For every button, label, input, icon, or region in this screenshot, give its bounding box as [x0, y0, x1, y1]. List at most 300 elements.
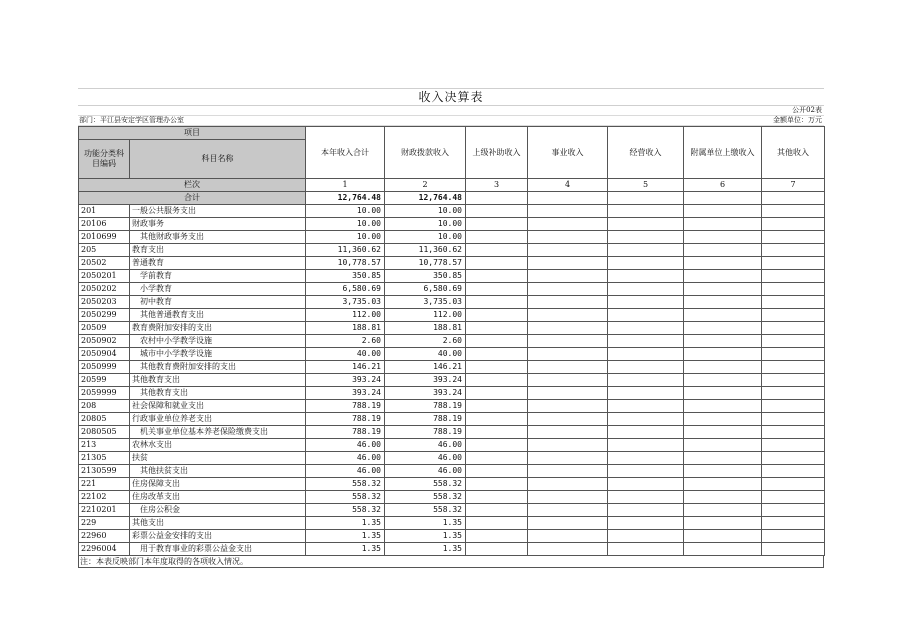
row-col-5 [608, 296, 684, 309]
row-col-7 [762, 296, 825, 309]
row-col-7 [762, 478, 825, 491]
row-col-2: 10.00 [385, 218, 466, 231]
row-col-3 [466, 452, 528, 465]
row-col-7 [762, 413, 825, 426]
table-row [79, 257, 825, 270]
row-col-3 [466, 322, 528, 335]
row-col-3 [466, 296, 528, 309]
row-code: 2050904 [79, 348, 130, 361]
row-col-4 [528, 439, 608, 452]
total-col-5 [608, 192, 684, 205]
row-col-7 [762, 270, 825, 283]
row-col-1: 46.00 [306, 452, 385, 465]
row-col-1: 2.60 [306, 335, 385, 348]
row-col-4 [528, 426, 608, 439]
row-col-5 [608, 465, 684, 478]
row-subject-name: 机关事业单位基本养老保险缴费支出 [130, 426, 306, 439]
row-col-4 [528, 257, 608, 270]
table-row [79, 218, 825, 231]
total-col-4 [528, 192, 608, 205]
row-col-2: 393.24 [385, 387, 466, 400]
row-col-6 [684, 517, 762, 530]
row-col-4 [528, 283, 608, 296]
row-col-4 [528, 530, 608, 543]
row-code: 2010699 [79, 231, 130, 244]
row-col-5 [608, 374, 684, 387]
row-col-5 [608, 257, 684, 270]
row-col-3 [466, 335, 528, 348]
row-subject-name: 教育费附加安排的支出 [130, 322, 306, 335]
table-row [79, 478, 825, 491]
row-col-1: 1.35 [306, 517, 385, 530]
department-row [78, 116, 824, 126]
total-col-1: 12,764.48 [306, 192, 385, 205]
row-subject-name: 行政事业单位养老支出 [130, 413, 306, 426]
row-col-1: 46.00 [306, 439, 385, 452]
row-col-6 [684, 465, 762, 478]
table-row [79, 361, 825, 374]
table-row [79, 387, 825, 400]
page-title: 收入决算表 [418, 90, 484, 104]
row-col-6 [684, 348, 762, 361]
row-col-6 [684, 218, 762, 231]
row-col-7 [762, 361, 825, 374]
row-col-2: 2.60 [385, 335, 466, 348]
col-index-6: 6 [684, 179, 762, 192]
row-code: 221 [79, 478, 130, 491]
row-code: 2130599 [79, 465, 130, 478]
row-col-4 [528, 205, 608, 218]
table-row [79, 348, 825, 361]
row-col-7 [762, 348, 825, 361]
row-col-2: 3,735.03 [385, 296, 466, 309]
row-col-7 [762, 426, 825, 439]
row-col-2: 788.19 [385, 413, 466, 426]
row-col-1: 393.24 [306, 374, 385, 387]
department-label: 部门：平江县安定学区管理办公室 [79, 116, 184, 124]
row-col-3 [466, 244, 528, 257]
col-index-2: 2 [385, 179, 466, 192]
row-col-4 [528, 374, 608, 387]
row-col-5 [608, 231, 684, 244]
row-subject-name: 小学教育 [130, 283, 306, 296]
row-col-6 [684, 530, 762, 543]
row-col-5 [608, 426, 684, 439]
row-col-4 [528, 452, 608, 465]
title-row [78, 88, 824, 106]
table-row [79, 413, 825, 426]
row-col-5 [608, 478, 684, 491]
row-col-5 [608, 439, 684, 452]
row-col-6 [684, 231, 762, 244]
header-col-4: 事业收入 [528, 127, 608, 179]
row-col-4 [528, 296, 608, 309]
row-col-4 [528, 491, 608, 504]
table-row [79, 309, 825, 322]
row-code: 2050299 [79, 309, 130, 322]
row-col-6 [684, 335, 762, 348]
row-col-6 [684, 374, 762, 387]
row-code: 208 [79, 400, 130, 413]
row-col-2: 558.32 [385, 491, 466, 504]
row-col-1: 1.35 [306, 530, 385, 543]
row-col-7 [762, 517, 825, 530]
row-col-1: 6,580.69 [306, 283, 385, 296]
row-code: 20599 [79, 374, 130, 387]
table-row [79, 270, 825, 283]
row-col-4 [528, 387, 608, 400]
row-subject-name: 农村中小学教学设施 [130, 335, 306, 348]
row-col-5 [608, 504, 684, 517]
row-col-2: 558.32 [385, 504, 466, 517]
row-col-4 [528, 517, 608, 530]
row-col-4 [528, 478, 608, 491]
table-row [79, 374, 825, 387]
row-col-3 [466, 517, 528, 530]
total-row [79, 192, 825, 205]
row-subject-name: 一般公共服务支出 [130, 205, 306, 218]
row-col-5 [608, 530, 684, 543]
row-code: 2050201 [79, 270, 130, 283]
income-statement-sheet [78, 88, 824, 568]
row-col-4 [528, 465, 608, 478]
total-col-3 [466, 192, 528, 205]
row-col-5 [608, 348, 684, 361]
row-code: 20106 [79, 218, 130, 231]
row-col-1: 146.21 [306, 361, 385, 374]
col-index-1: 1 [306, 179, 385, 192]
row-code: 22960 [79, 530, 130, 543]
row-col-2: 10.00 [385, 205, 466, 218]
row-col-3 [466, 257, 528, 270]
col-index-7: 7 [762, 179, 825, 192]
table-row [79, 465, 825, 478]
row-code: 2050999 [79, 361, 130, 374]
header-col-3: 上级补助收入 [466, 127, 528, 179]
row-col-3 [466, 530, 528, 543]
row-subject-name: 财政事务 [130, 218, 306, 231]
table-row [79, 205, 825, 218]
row-col-4 [528, 413, 608, 426]
row-col-7 [762, 257, 825, 270]
row-col-6 [684, 283, 762, 296]
row-col-5 [608, 322, 684, 335]
row-col-7 [762, 530, 825, 543]
row-col-5 [608, 244, 684, 257]
row-code: 201 [79, 205, 130, 218]
header-col-7: 其他收入 [762, 127, 825, 179]
income-table [78, 126, 825, 556]
table-row [79, 491, 825, 504]
row-col-2: 350.85 [385, 270, 466, 283]
row-col-6 [684, 205, 762, 218]
total-col-2: 12,764.48 [385, 192, 466, 205]
row-col-2: 10,778.57 [385, 257, 466, 270]
row-col-3 [466, 439, 528, 452]
table-row [79, 283, 825, 296]
row-col-4 [528, 270, 608, 283]
row-col-5 [608, 270, 684, 283]
table-row [79, 517, 825, 530]
row-col-1: 558.32 [306, 478, 385, 491]
row-col-7 [762, 218, 825, 231]
row-col-6 [684, 413, 762, 426]
row-col-1: 788.19 [306, 426, 385, 439]
row-col-3 [466, 283, 528, 296]
row-col-3 [466, 426, 528, 439]
row-subject-name: 其他教育支出 [130, 374, 306, 387]
row-col-1: 10.00 [306, 205, 385, 218]
row-col-1: 10,778.57 [306, 257, 385, 270]
row-col-5 [608, 491, 684, 504]
row-col-5 [608, 283, 684, 296]
row-col-7 [762, 465, 825, 478]
row-subject-name: 用于教育事业的彩票公益金支出 [130, 543, 306, 556]
row-col-1: 350.85 [306, 270, 385, 283]
table-row [79, 543, 825, 556]
row-col-1: 788.19 [306, 400, 385, 413]
row-col-2: 6,580.69 [385, 283, 466, 296]
row-col-1: 11,360.62 [306, 244, 385, 257]
row-col-6 [684, 387, 762, 400]
row-col-6 [684, 543, 762, 556]
row-col-7 [762, 205, 825, 218]
col-index-row [79, 179, 825, 192]
total-col-6 [684, 192, 762, 205]
row-col-6 [684, 504, 762, 517]
row-col-2: 1.35 [385, 530, 466, 543]
row-col-1: 1.35 [306, 543, 385, 556]
row-col-2: 46.00 [385, 465, 466, 478]
row-code: 2080505 [79, 426, 130, 439]
row-col-3 [466, 231, 528, 244]
row-col-5 [608, 413, 684, 426]
row-col-7 [762, 400, 825, 413]
row-col-2: 188.81 [385, 322, 466, 335]
row-col-2: 40.00 [385, 348, 466, 361]
row-col-4 [528, 309, 608, 322]
row-col-7 [762, 322, 825, 335]
row-col-4 [528, 322, 608, 335]
row-col-1: 558.32 [306, 504, 385, 517]
row-subject-name: 其他教育费附加安排的支出 [130, 361, 306, 374]
row-col-7 [762, 374, 825, 387]
unit-label: 金额单位：万元 [773, 116, 822, 124]
row-col-1: 558.32 [306, 491, 385, 504]
row-col-2: 1.35 [385, 517, 466, 530]
row-col-5 [608, 335, 684, 348]
row-subject-name: 学前教育 [130, 270, 306, 283]
row-col-4 [528, 504, 608, 517]
row-subject-name: 教育支出 [130, 244, 306, 257]
row-subject-name: 住房保障支出 [130, 478, 306, 491]
row-col-4 [528, 231, 608, 244]
row-col-2: 146.21 [385, 361, 466, 374]
row-col-2: 1.35 [385, 543, 466, 556]
row-code: 2050202 [79, 283, 130, 296]
row-col-6 [684, 270, 762, 283]
row-col-6 [684, 322, 762, 335]
row-code: 2050902 [79, 335, 130, 348]
row-col-2: 11,360.62 [385, 244, 466, 257]
row-col-2: 788.19 [385, 426, 466, 439]
row-col-5 [608, 387, 684, 400]
row-col-3 [466, 543, 528, 556]
row-code: 20805 [79, 413, 130, 426]
row-col-4 [528, 335, 608, 348]
row-col-1: 10.00 [306, 218, 385, 231]
row-col-5 [608, 361, 684, 374]
row-col-6 [684, 452, 762, 465]
row-col-2: 558.32 [385, 478, 466, 491]
row-col-7 [762, 452, 825, 465]
row-col-3 [466, 504, 528, 517]
row-subject-name: 初中教育 [130, 296, 306, 309]
row-col-7 [762, 335, 825, 348]
header-item: 项目 [79, 127, 306, 140]
row-col-2: 788.19 [385, 400, 466, 413]
table-row [79, 504, 825, 517]
row-col-3 [466, 361, 528, 374]
table-row [79, 231, 825, 244]
row-code: 20502 [79, 257, 130, 270]
row-col-7 [762, 231, 825, 244]
col-index-4: 4 [528, 179, 608, 192]
row-code: 213 [79, 439, 130, 452]
row-col-6 [684, 426, 762, 439]
row-code: 229 [79, 517, 130, 530]
header-func-code: 功能分类科目编码 [79, 140, 130, 179]
row-col-4 [528, 218, 608, 231]
row-col-1: 10.00 [306, 231, 385, 244]
row-col-5 [608, 218, 684, 231]
row-col-7 [762, 504, 825, 517]
header-col-2: 财政拨款收入 [385, 127, 466, 179]
table-row [79, 426, 825, 439]
row-col-2: 10.00 [385, 231, 466, 244]
table-row [79, 296, 825, 309]
row-col-1: 46.00 [306, 465, 385, 478]
row-col-5 [608, 309, 684, 322]
row-col-2: 112.00 [385, 309, 466, 322]
header-row-item [79, 127, 825, 140]
row-code: 20509 [79, 322, 130, 335]
row-col-6 [684, 400, 762, 413]
header-subject-name: 科目名称 [130, 140, 306, 179]
footnote: 注：本表反映部门本年度取得的各项收入情况。 [78, 556, 824, 568]
row-subject-name: 扶贫 [130, 452, 306, 465]
table-row [79, 335, 825, 348]
row-col-1: 788.19 [306, 413, 385, 426]
row-col-7 [762, 309, 825, 322]
row-col-7 [762, 387, 825, 400]
table-row [79, 452, 825, 465]
row-col-4 [528, 244, 608, 257]
row-subject-name: 其他财政事务支出 [130, 231, 306, 244]
total-col-7 [762, 192, 825, 205]
row-col-5 [608, 400, 684, 413]
row-code: 2296004 [79, 543, 130, 556]
row-col-3 [466, 309, 528, 322]
row-col-1: 112.00 [306, 309, 385, 322]
header-col-1: 本年收入合计 [306, 127, 385, 179]
row-col-3 [466, 413, 528, 426]
row-code: 21305 [79, 452, 130, 465]
row-col-7 [762, 283, 825, 296]
row-subject-name: 住房改革支出 [130, 491, 306, 504]
row-col-5 [608, 543, 684, 556]
row-col-3 [466, 387, 528, 400]
row-col-3 [466, 218, 528, 231]
row-subject-name: 其他教育支出 [130, 387, 306, 400]
row-col-6 [684, 491, 762, 504]
row-subject-name: 彩票公益金安排的支出 [130, 530, 306, 543]
row-col-7 [762, 543, 825, 556]
header-col-6: 附属单位上缴收入 [684, 127, 762, 179]
header-col-5: 经营收入 [608, 127, 684, 179]
row-col-4 [528, 361, 608, 374]
row-subject-name: 社会保障和就业支出 [130, 400, 306, 413]
row-col-7 [762, 244, 825, 257]
row-col-7 [762, 439, 825, 452]
row-col-3 [466, 491, 528, 504]
row-subject-name: 城市中小学教学设施 [130, 348, 306, 361]
total-label: 合计 [79, 192, 306, 205]
row-col-7 [762, 491, 825, 504]
row-subject-name: 其他支出 [130, 517, 306, 530]
row-col-4 [528, 348, 608, 361]
row-col-5 [608, 452, 684, 465]
table-row [79, 439, 825, 452]
row-col-3 [466, 465, 528, 478]
form-number: 公开02表 [792, 106, 822, 114]
row-code: 2050203 [79, 296, 130, 309]
row-subject-name: 普通教育 [130, 257, 306, 270]
row-subject-name: 住房公积金 [130, 504, 306, 517]
row-subject-name: 农林水支出 [130, 439, 306, 452]
row-col-1: 40.00 [306, 348, 385, 361]
row-col-6 [684, 309, 762, 322]
row-col-6 [684, 257, 762, 270]
row-col-5 [608, 517, 684, 530]
row-subject-name: 其他普通教育支出 [130, 309, 306, 322]
row-col-1: 188.81 [306, 322, 385, 335]
row-col-1: 393.24 [306, 387, 385, 400]
row-col-6 [684, 244, 762, 257]
row-code: 205 [79, 244, 130, 257]
form-number-row [78, 106, 824, 116]
row-col-5 [608, 205, 684, 218]
col-index-label: 栏次 [79, 179, 306, 192]
row-col-3 [466, 205, 528, 218]
col-index-5: 5 [608, 179, 684, 192]
row-col-6 [684, 296, 762, 309]
table-row [79, 530, 825, 543]
row-col-6 [684, 439, 762, 452]
col-index-3: 3 [466, 179, 528, 192]
row-subject-name: 其他扶贫支出 [130, 465, 306, 478]
row-col-3 [466, 348, 528, 361]
table-row [79, 244, 825, 257]
row-col-6 [684, 478, 762, 491]
row-col-3 [466, 400, 528, 413]
row-col-3 [466, 478, 528, 491]
row-col-4 [528, 543, 608, 556]
row-col-3 [466, 270, 528, 283]
row-col-2: 46.00 [385, 439, 466, 452]
row-col-4 [528, 400, 608, 413]
table-row [79, 400, 825, 413]
